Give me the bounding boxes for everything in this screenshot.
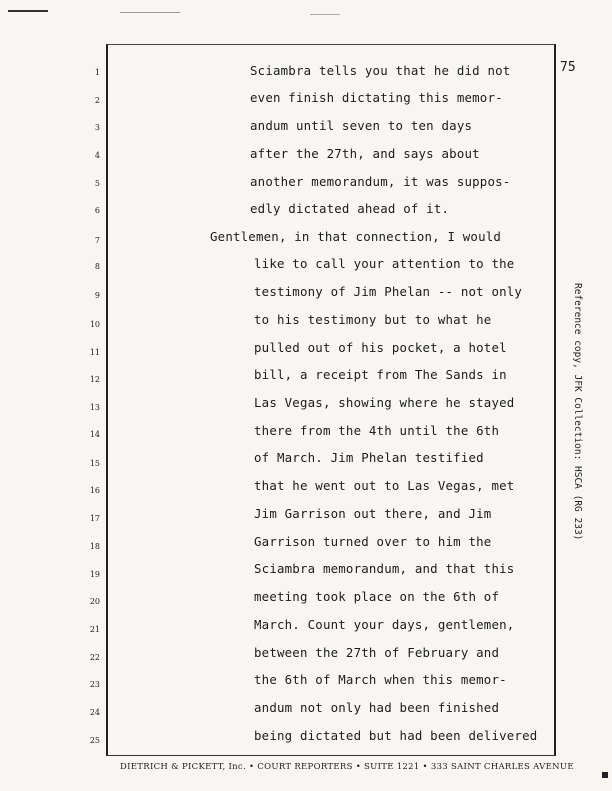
line-number: 10 xyxy=(89,320,100,329)
transcript-line: the 6th of March when this memor- xyxy=(254,672,507,687)
line-number: 14 xyxy=(89,430,100,439)
transcript-line: Las Vegas, showing where he stayed xyxy=(254,395,515,410)
line-number: 6 xyxy=(94,206,100,215)
line-number: 11 xyxy=(89,348,100,357)
transcript-line: Garrison turned over to him the xyxy=(254,534,492,549)
transcript-line: there from the 4th until the 6th xyxy=(254,423,500,438)
transcript-line: of March. Jim Phelan testified xyxy=(254,450,484,465)
page-number: 75 xyxy=(560,60,576,75)
line-number: 19 xyxy=(89,570,100,579)
line-number: 9 xyxy=(94,291,100,300)
line-number: 17 xyxy=(89,514,100,523)
line-number: 20 xyxy=(89,597,100,606)
transcript-line: Jim Garrison out there, and Jim xyxy=(254,506,492,521)
line-number: 5 xyxy=(94,179,100,188)
transcript-line: even finish dictating this memor- xyxy=(250,90,503,105)
transcript-line: andum until seven to ten days xyxy=(250,118,473,133)
scan-mark xyxy=(8,10,48,12)
scan-mark xyxy=(602,772,608,778)
transcript-line: Sciambra tells you that he did not xyxy=(250,63,511,78)
scan-mark xyxy=(310,14,340,15)
archive-stamp: Reference copy, JFK Collection: HSCA (RG 233) xyxy=(572,283,583,541)
line-number: 13 xyxy=(89,403,100,412)
line-number: 7 xyxy=(94,236,100,245)
line-number: 16 xyxy=(89,486,100,495)
transcript-line: meeting took place on the 6th of xyxy=(254,589,500,604)
bottom-rule xyxy=(106,755,556,756)
scan-mark xyxy=(120,12,180,13)
line-number: 3 xyxy=(94,123,100,132)
line-number: 12 xyxy=(89,375,100,384)
transcript-line: March. Count your days, gentlemen, xyxy=(254,617,515,632)
transcript-line: andum not only had been finished xyxy=(254,700,500,715)
line-number: 21 xyxy=(89,625,100,634)
footer: DIETRICH & PICKETT, Inc. • COURT REPORTERS • SUITE 1221 • 333 SAINT CHARLES AVENUE xyxy=(120,762,574,772)
line-number: 15 xyxy=(89,459,100,468)
line-number: 2 xyxy=(94,96,100,105)
transcript-line: after the 27th, and says about xyxy=(250,146,480,161)
transcript-line: testimony of Jim Phelan -- not only xyxy=(254,284,523,299)
transcript-line: that he went out to Las Vegas, met xyxy=(254,478,515,493)
line-number: 8 xyxy=(94,262,100,271)
transcript-line: bill, a receipt from The Sands in xyxy=(254,367,507,382)
line-number: 23 xyxy=(89,680,100,689)
transcript-line: Gentlemen, in that connection, I would xyxy=(210,229,502,244)
transcript-line: pulled out of his pocket, a hotel xyxy=(254,340,507,355)
transcript-line: between the 27th of February and xyxy=(254,645,500,660)
transcript-line: edly dictated ahead of it. xyxy=(250,201,450,216)
transcript-line: Sciambra memorandum, and that this xyxy=(254,561,515,576)
transcript-line: like to call your attention to the xyxy=(254,256,515,271)
transcript-line: being dictated but had been delivered xyxy=(254,728,538,743)
line-number: 24 xyxy=(89,708,100,717)
line-number: 1 xyxy=(94,68,100,77)
line-number: 22 xyxy=(89,653,100,662)
line-number: 25 xyxy=(89,736,100,745)
transcript-line: to his testimony but to what he xyxy=(254,312,492,327)
line-number: 18 xyxy=(89,542,100,551)
transcript-line: another memorandum, it was suppos- xyxy=(250,174,511,189)
line-number: 4 xyxy=(94,151,100,160)
